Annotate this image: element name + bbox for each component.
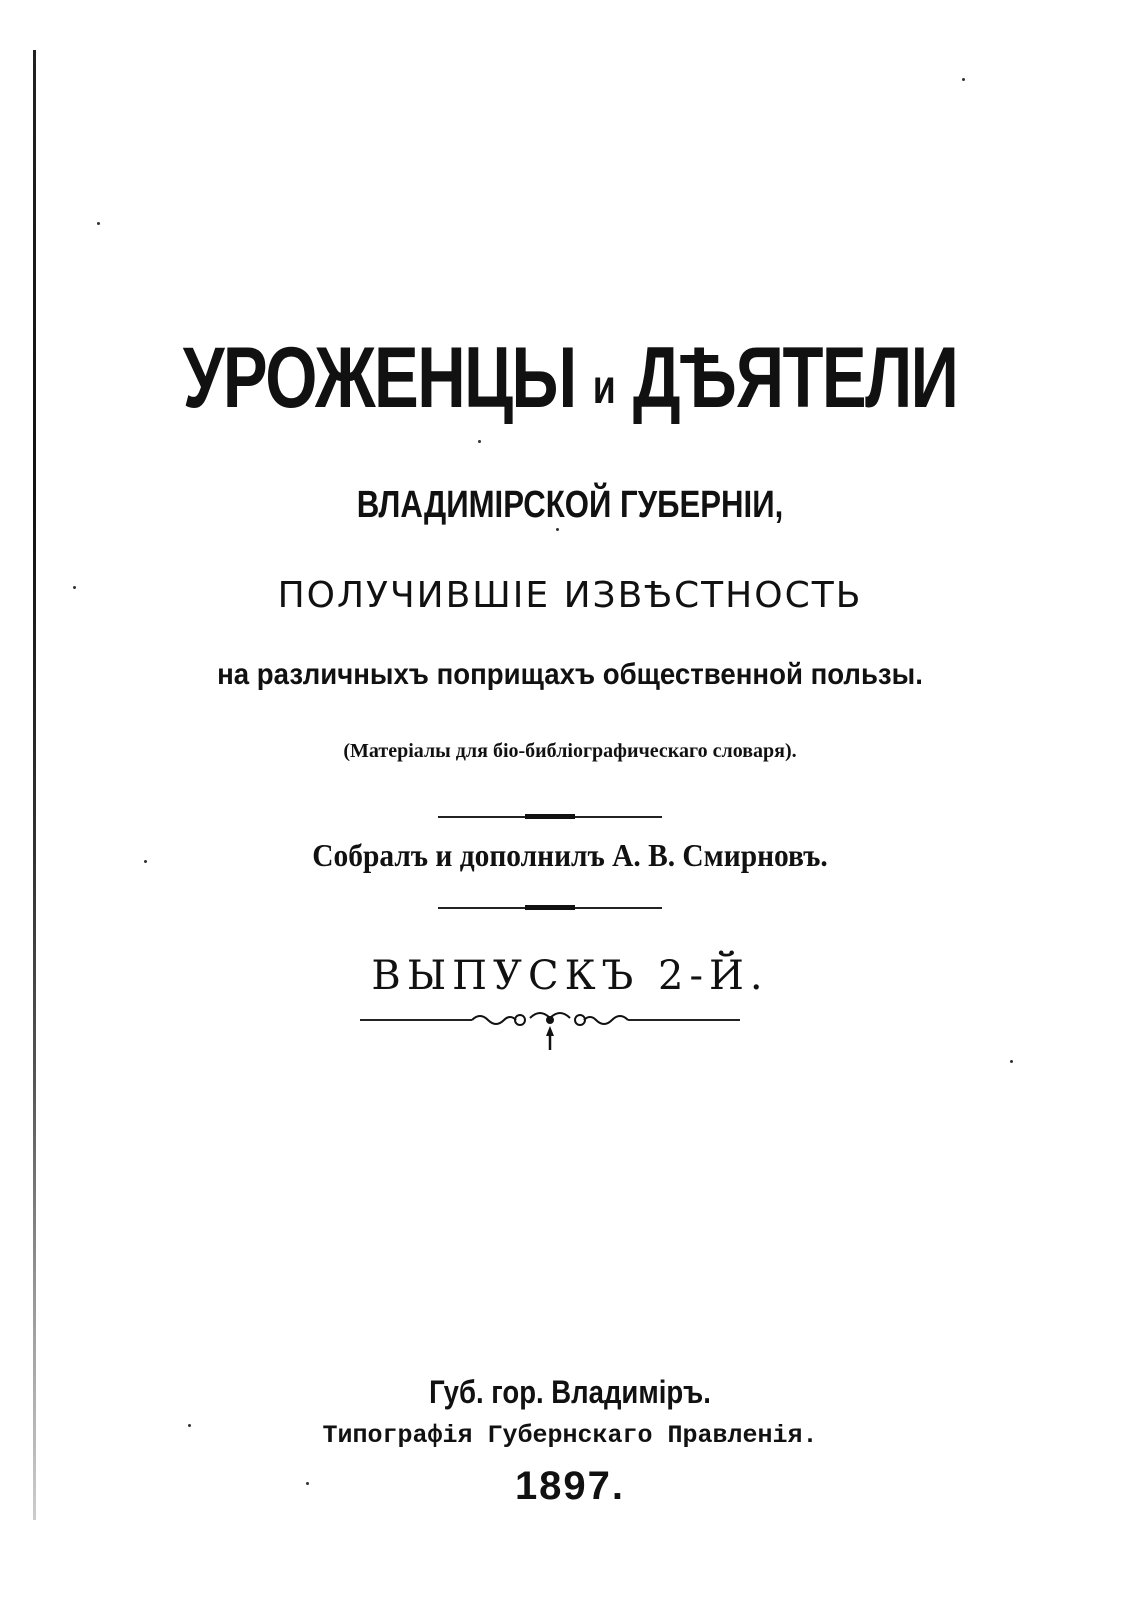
publication-year: 1897. (514, 1464, 626, 1508)
scan-speck (97, 222, 100, 225)
scan-speck (306, 1482, 309, 1485)
title-word-2: ДѢЯТЕЛИ (632, 330, 958, 426)
book-title-region: ВЛАДИМІРСКОЙ ГУБЕРНІИ, (356, 484, 784, 526)
issue-number: ВЫПУСКЪ 2-Й. (371, 953, 769, 999)
subtitle-fields: на различныхъ поприщахъ общественной пользы. (217, 658, 923, 691)
publication-city: Губ. гор. Владиміръ. (429, 1374, 711, 1410)
subtitle-materials: (Матеріалы для біо-библіографическаго словаря). (343, 740, 797, 762)
divider-rule-top (438, 816, 662, 818)
divider-rule-bottom (438, 907, 662, 909)
scan-speck (1010, 1060, 1013, 1063)
scan-speck (962, 78, 965, 81)
divider-center-bar (525, 814, 575, 819)
divider-center-bar (525, 905, 575, 910)
author-credit: Собралъ и дополнилъ А. В. Смирновъ. (312, 837, 828, 873)
title-conjunction: и (592, 361, 616, 414)
scroll-vignette-ornament-icon (360, 1006, 740, 1066)
subtitle-fame: ПОЛУЧИВШІЕ ИЗВѢСТНОСТЬ (277, 575, 863, 616)
scan-speck (73, 586, 76, 589)
title-word-1: УРОЖЕНЦЫ (182, 330, 576, 426)
publication-press: Типографія Губернскаго Правленія. (322, 1421, 818, 1450)
scan-speck (478, 440, 481, 443)
scan-speck (556, 528, 559, 531)
scan-speck (144, 860, 147, 863)
scan-speck (188, 1424, 191, 1427)
binding-edge (33, 50, 36, 1520)
book-title-main (125, 330, 1014, 426)
